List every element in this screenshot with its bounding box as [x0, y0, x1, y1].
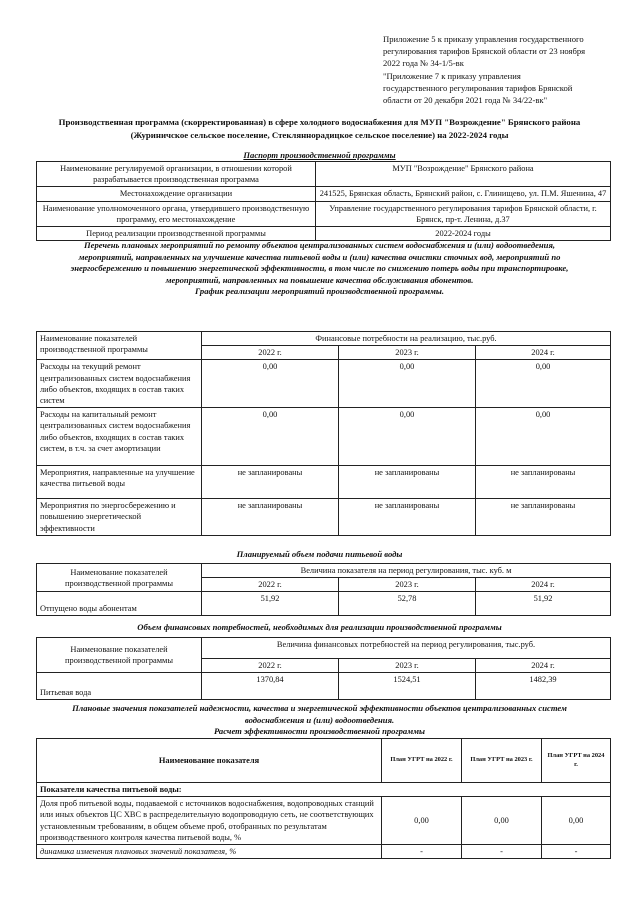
cell-value: 51,92 — [476, 592, 611, 616]
col-group-header: Величина показателя на период регулирования, тыс. куб. м — [202, 564, 611, 578]
events-table — [36, 331, 611, 536]
cell-value: 0,00 — [202, 408, 339, 466]
table-row — [37, 227, 611, 241]
cell-value: 0,00 — [476, 408, 611, 466]
section-label: Показатели качества питьевой воды: — [37, 783, 611, 797]
table-header-row — [37, 564, 611, 578]
cell-value: не запланированы — [202, 466, 339, 499]
events-heading — [15, 240, 624, 298]
row-label: Доля проб питьевой воды, подаваемой с источников водоснабжения, водопроводных станций или иных объектов ЦС ХВС в распределительную водопроводную сеть, не соответствующих установленным требованиям, в общем объеме проб, отобранных по результатам производственного контроля качества питьевой воды, % — [37, 797, 382, 845]
passport-heading: Паспорт производственной программы — [243, 150, 396, 160]
events-heading-line: График реализации мероприятий производственной программы. — [194, 286, 445, 296]
cell-value: 1524,51 — [339, 673, 476, 700]
year-header: 2023 г. — [339, 578, 476, 592]
cell-value: не запланированы — [339, 466, 476, 499]
title-line-2: (Журиничское сельское поселение, Стекляннорадицкое сельское поселение) на 2022-2024 годы — [130, 129, 509, 140]
header-line: области от 20 декабря 2021 года № 34/22-вк" — [383, 95, 548, 106]
water-volume-heading: Планируемый объем подачи питьевой воды — [236, 549, 403, 559]
col-group-header: Финансовые потребности на реализацию, тыс.руб. — [202, 332, 611, 346]
cell-value: 0,00 — [476, 360, 611, 408]
table-header-row — [37, 332, 611, 346]
row-label: Расходы на текущий ремонт централизованных систем водоснабжения либо объектов, входящих в состав таких систем — [37, 360, 202, 408]
plan-header: План УГРТ на 2022 г. — [382, 739, 462, 783]
cell-value: 0,00 — [339, 408, 476, 466]
reliability-heading-line: Плановые значения показателей надежности, качества и энергетической эффективности объектов централизованных систем — [72, 703, 567, 713]
events-heading-line: Перечень плановых мероприятий по ремонту объектов централизованных систем водоснабжения и (или) водоотведения, — [83, 240, 556, 250]
col-label-header: Наименование показателей производственной программы — [37, 332, 202, 360]
table-row — [37, 592, 611, 616]
row-label: Питьевая вода — [37, 673, 202, 700]
cell-value: - — [542, 845, 611, 859]
passport-label: Период реализации производственной программы — [37, 227, 316, 241]
header-line: Приложение 5 к приказу управления государственного — [383, 34, 584, 44]
cell-value: 51,92 — [202, 592, 339, 616]
col-label-header: Наименование показателя — [37, 739, 382, 783]
header-line: 2022 года № 34-1/5-вк — [383, 58, 464, 69]
year-header: 2022 г. — [202, 346, 339, 360]
events-heading-line: мероприятий, направленных на повышение качества обслуживания абонентов. — [165, 274, 474, 285]
cell-value: 1482,39 — [476, 673, 611, 700]
year-header: 2024 г. — [476, 659, 611, 673]
row-label: Отпущено воды абонентам — [37, 592, 202, 616]
events-heading-line: энергосбережению и повышению энергетической эффективности, в том числе по снижению потерь воды при транспортировке, — [70, 263, 569, 273]
cell-value: 0,00 — [339, 360, 476, 408]
year-header: 2022 г. — [202, 659, 339, 673]
finance-table — [36, 637, 611, 700]
title-line-1: Производственная программа (скорректированная) в сфере холодного водоснабжения для МУП "Возрождение" Брянского района — [58, 117, 581, 127]
header-line: государственного регулирования тарифов Брянской — [383, 82, 573, 93]
header-line: регулирования тарифов Брянской области от 23 ноября — [383, 46, 586, 57]
reliability-heading — [15, 703, 624, 738]
table-row — [37, 499, 611, 536]
page-title — [15, 116, 624, 141]
cell-value: 0,00 — [202, 360, 339, 408]
cell-value: не запланированы — [202, 499, 339, 536]
passport-label: Местонахождение организации — [37, 187, 316, 201]
table-row — [37, 797, 611, 845]
cell-value: не запланированы — [476, 466, 611, 499]
table-header-row — [37, 739, 611, 783]
reliability-heading-line: Расчет эффективности производственной программы — [214, 726, 425, 736]
passport-value: 2022-2024 годы — [316, 227, 611, 241]
year-header: 2024 г. — [476, 578, 611, 592]
col-group-header: Величина финансовых потребностей на период регулирования, тыс.руб. — [202, 638, 611, 659]
header-line: "Приложение 7 к приказу управления — [383, 70, 521, 81]
cell-value: 0,00 — [542, 797, 611, 845]
table-row — [37, 360, 611, 408]
cell-value: - — [462, 845, 542, 859]
passport-label: Наименование регулируемой организации, в отношении которой разрабатывается производственная программа — [37, 162, 316, 187]
document-header — [383, 33, 619, 106]
cell-value: - — [382, 845, 462, 859]
cell-value: 1370,84 — [202, 673, 339, 700]
table-row — [37, 673, 611, 700]
row-label: Мероприятия, направленные на улучшение качества питьевой воды — [37, 466, 202, 499]
cell-value: 0,00 — [462, 797, 542, 845]
col-label-header: Наименование показателей производственной программы — [37, 564, 202, 592]
passport-value: 241525, Брянская область, Брянский район, с. Глинищево, ул. П.М. Яшенина, 47 — [316, 187, 611, 201]
year-header: 2022 г. — [202, 578, 339, 592]
table-row — [37, 845, 611, 859]
col-label-header: Наименование показателей производственной программы — [37, 638, 202, 673]
table-header-row — [37, 638, 611, 659]
table-row — [37, 783, 611, 797]
plan-header: План УГРТ на 2024 г. — [542, 739, 611, 783]
passport-table — [36, 161, 611, 241]
row-label: динамика изменения плановых значений показателя, % — [37, 845, 382, 859]
table-row — [37, 466, 611, 499]
year-header: 2023 г. — [339, 659, 476, 673]
cell-value: не запланированы — [476, 499, 611, 536]
finance-heading: Объем финансовых потребностей, необходимых для реализации производственной программы — [137, 622, 502, 632]
cell-value: 0,00 — [382, 797, 462, 845]
reliability-table — [36, 738, 611, 859]
year-header: 2024 г. — [476, 346, 611, 360]
events-heading-line: мероприятий, направленных на улучшение качества питьевой воды и (или) качества очистки сточных вод, мероприятий по — [78, 251, 561, 262]
row-label: Расходы на капитальный ремонт централизованных систем водоснабжения либо объектов, входящих в состав таких систем, в т.ч. за счет амортизации — [37, 408, 202, 466]
water-volume-table — [36, 563, 611, 616]
reliability-heading-line: водоснабжения и (или) водоотведения. — [244, 714, 395, 725]
cell-value: не запланированы — [339, 499, 476, 536]
passport-value: Управление государственного регулирования тарифов Брянской области, г. Брянск, пр-т. Ленина, д.37 — [316, 201, 611, 226]
table-row — [37, 187, 611, 201]
cell-value: 52,78 — [339, 592, 476, 616]
table-row — [37, 162, 611, 187]
passport-value: МУП "Возрождение" Брянского района — [316, 162, 611, 187]
year-header: 2023 г. — [339, 346, 476, 360]
row-label: Мероприятия по энергосбережению и повышению энергетической эффективности — [37, 499, 202, 536]
table-row — [37, 408, 611, 466]
passport-label: Наименование уполномоченного органа, утвердившего производственную программу, его местонахождение — [37, 201, 316, 226]
table-row — [37, 201, 611, 226]
plan-header: План УГРТ на 2023 г. — [462, 739, 542, 783]
